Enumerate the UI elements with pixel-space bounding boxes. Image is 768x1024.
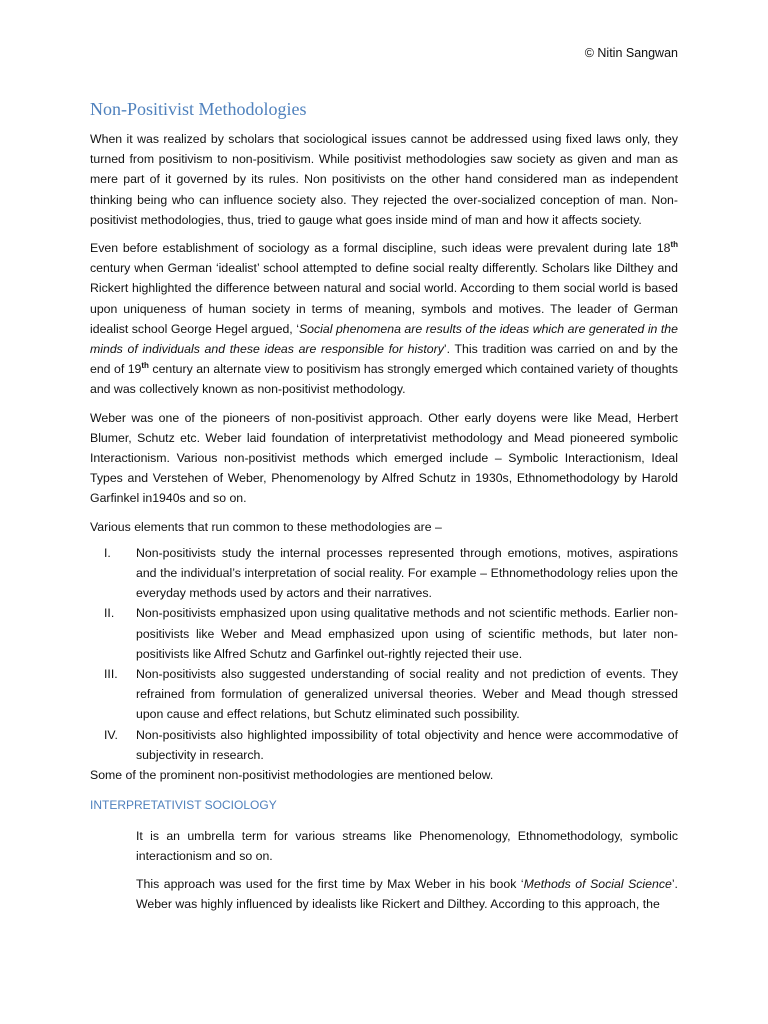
paragraph-intro: When it was realized by scholars that sociological issues cannot be addressed using fixed laws only, they turned from positivism to non-positivism. While positivist methodologies saw society as given and man as mere part of it governed by its rules. Non positivists on the other hand considered man as independent thinking being who can influence society also. They rejected the over-socialized conception of man. Non-positivist methodologies, thus, tried to gauge what goes inside mind of man and how it affects society. <box>90 132 678 227</box>
paragraph-pioneers: Weber was one of the pioneers of non-positivist approach. Other early doyens were like Mead, Herbert Blumer, Schutz etc. Weber laid foundation of interpretativist methodology and Mead pioneered symbolic Interactionism. Various non-positivist methods which emerged include – Symbolic Interactionism, Ideal Types and Verstehen of Weber, Phenomenology by Alfred Schutz in 1930s, Ethnomethodology by Harold Garfinkel in1940s and so on. <box>90 410 678 506</box>
list-item: II. Non-positivists emphasized upon using qualitative methods and not scientific methods. Earlier non-positivists like Weber and Mead emphasized upon using of scientific methods, but later non-positivists like Alfred Schutz and Garfinkel out-rightly rejected their use. <box>90 603 678 664</box>
elements-list <box>90 543 678 765</box>
page-title: Non-Positivist Methodologies <box>90 99 307 119</box>
list-item: I. Non-positivists study the internal processes represented through emotions, motives, aspirations and the individual’s interpretation of social reality. For example – Ethnomethodology relies upon the everyday methods used by actors and their narratives. <box>90 543 678 604</box>
list-number: II. <box>104 606 115 621</box>
document-body <box>90 129 678 922</box>
paragraph-weber: This approach was used for the first time by Max Weber in his book ‘Methods of Social Science’. Weber was highly influenced by idealists like Rickert and Dilthey. According to this approach, the <box>136 876 678 912</box>
hegel-quote: Social phenomena are results of the ideas which are generated in the minds of individuals and these ideas are responsible for history <box>90 321 678 357</box>
paragraph-umbrella: It is an umbrella term for various streams like Phenomenology, Ethnomethodology, symbolic interactionism and so on. <box>136 828 678 863</box>
list-item: IV. Non-positivists also highlighted impossibility of total objectivity and hence were accommodative of subjectivity in research. <box>90 725 678 765</box>
section-heading-interpretativist: INTERPRETATIVIST SOCIOLOGY <box>90 798 277 813</box>
copyright-notice: © Nitin Sangwan <box>584 46 678 60</box>
list-number: I. <box>104 545 111 560</box>
paragraph-history: Even before establishment of sociology as a formal discipline, such ideas were prevalent during late 18th century when German ‘idealist’ school attempted to define social realty differently. Scholars like Dilthey and Rickert highlighted the difference between natural and social world. According to them social world is based upon uniqueness of human society in terms of meaning, symbols and motives. The leader of German idealist school George Hegel argued, ‘Social phenomena are results of the ideas which are generated in the minds of individuals and these ideas are responsible for history’. This tradition was carried on and by the end of 19th century an alternate view to positivism has strongly emerged which contained variety of thoughts and was collectively known as non-positivist methodology. <box>90 239 679 397</box>
list-item: III. Non-positivists also suggested understanding of social reality and not prediction of events. They refrained from formulation of generalized universal theories. Weber and Mead though stressed upon cause and effect relations, but Schutz eliminated such possibility. <box>90 664 678 725</box>
book-title: Methods of Social Science <box>523 876 672 891</box>
list-number: III. <box>104 667 118 682</box>
paragraph-elements-intro: Various elements that run common to these methodologies are – <box>90 519 442 534</box>
list-number: IV. <box>104 727 118 742</box>
paragraph-prominent: Some of the prominent non-positivist methodologies are mentioned below. <box>90 768 494 783</box>
